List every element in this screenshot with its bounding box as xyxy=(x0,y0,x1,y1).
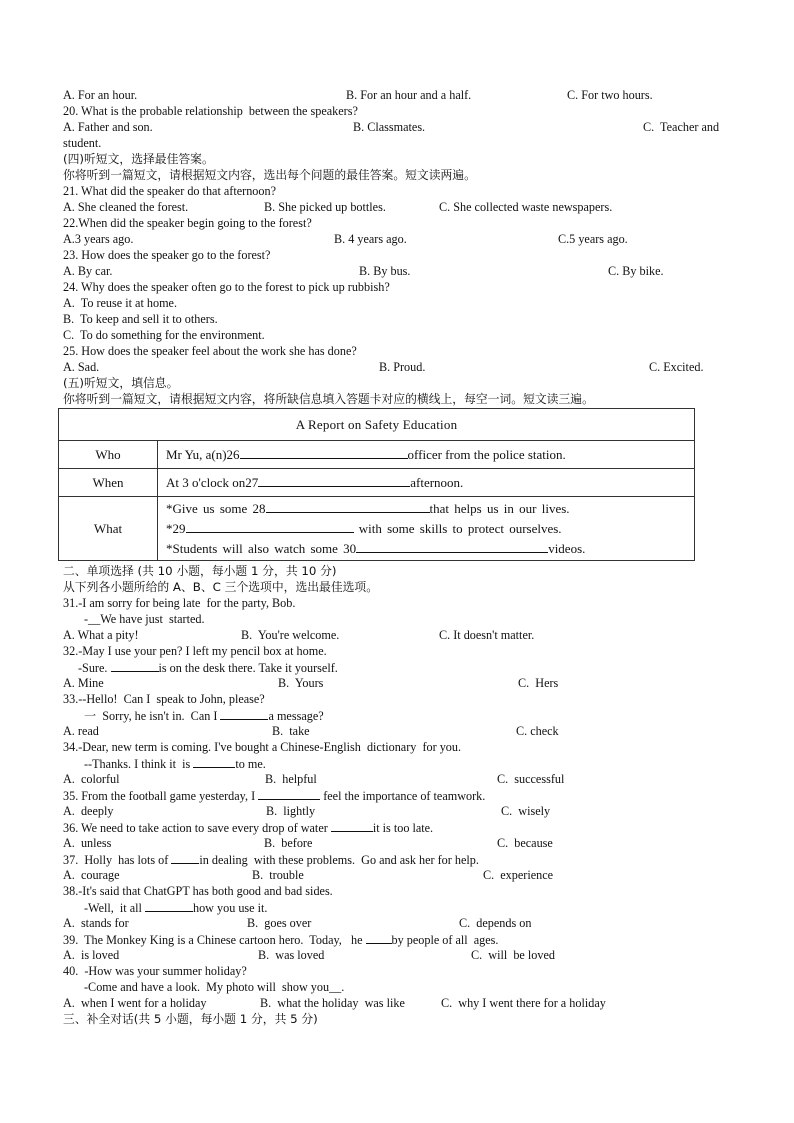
what-line-3: *Students will also watch some 30 videos. xyxy=(166,540,586,556)
section-5-title: (五)听短文，填信息。 xyxy=(63,376,179,390)
q38-option-a: A. stands for xyxy=(63,916,129,930)
q21-stem: 21. What did the speaker do that afternoon? xyxy=(63,184,276,198)
q32-option-c: C. Hers xyxy=(518,676,559,690)
q38-blank[interactable] xyxy=(145,900,193,912)
report-title: A Report on Safety Education xyxy=(59,409,695,441)
q39-option-b: B. was loved xyxy=(258,948,325,962)
q33-line-2: 一 Sorry, he isn't in. Can I a message? xyxy=(84,709,324,723)
q31-line-2: -__We have just started. xyxy=(84,612,205,626)
q35-option-a: A. deeply xyxy=(63,804,114,818)
q22-option-c: C.5 years ago. xyxy=(558,232,628,246)
q31-line-1: 31.-I am sorry for being late for the party, Bob. xyxy=(63,596,296,610)
q19-option-c: C. For two hours. xyxy=(567,88,653,102)
q31-option-a: A. What a pity! xyxy=(63,628,139,642)
q37-stem: 37. Holly has lots of in dealing with these problems. Go and ask her for help. xyxy=(63,853,479,867)
q20-stem: 20. What is the probable relationship between the speakers? xyxy=(63,104,358,118)
q34-line-2: --Thanks. I think it is to me. xyxy=(84,757,266,771)
q39-blank[interactable] xyxy=(366,932,392,944)
q36-option-b: B. before xyxy=(264,836,313,850)
who-suffix: officer from the police station. xyxy=(407,446,566,462)
q32-option-b: B. Yours xyxy=(278,676,324,690)
q38-line-1: 38.-It's said that ChatGPT has both good and bad sides. xyxy=(63,884,333,898)
q40-option-c: C. why I went there for a holiday xyxy=(441,996,606,1010)
q39-stem: 39. The Monkey King is a Chinese cartoon hero. Today, he by people of all ages. xyxy=(63,933,499,947)
who-prefix: Mr Yu, a(n)26 xyxy=(166,446,240,462)
when-prefix: At 3 o'clock on27 xyxy=(166,474,259,490)
q20-option-a: A. Father and son. xyxy=(63,120,153,134)
q33-option-b: B. take xyxy=(272,724,310,738)
q23-stem: 23. How does the speaker go to the forest? xyxy=(63,248,271,262)
q36-option-a: A. unless xyxy=(63,836,112,850)
part-2-title: 二、单项选择 (共 10 小题，每小题 1 分，共 10 分) xyxy=(63,564,337,578)
q32-blank[interactable] xyxy=(111,660,159,672)
q31-option-c: C. It doesn't matter. xyxy=(439,628,535,642)
blank-27[interactable] xyxy=(258,475,410,487)
q25-stem: 25. How does the speaker feel about the work she has done? xyxy=(63,344,357,358)
q23-option-a: A. By car. xyxy=(63,264,113,278)
q23-option-c: C. By bike. xyxy=(608,264,664,278)
q37-option-c: C. experience xyxy=(483,868,554,882)
section-4-title: (四)听短文，选择最佳答案。 xyxy=(63,152,214,166)
q34-line-1: 34.-Dear, new term is coming. I've bought a Chinese-English dictionary for you. xyxy=(63,740,462,754)
q37-blank[interactable] xyxy=(171,852,199,864)
q32-line-2: -Sure. is on the desk there. Take it yourself. xyxy=(78,661,338,675)
q40-option-b: B. what the holiday was like xyxy=(260,996,405,1010)
q37-option-b: B. trouble xyxy=(252,868,304,882)
q40-line-1: 40. -How was your summer holiday? xyxy=(63,964,247,978)
q34-option-c: C. successful xyxy=(497,772,565,786)
q39-option-a: A. is loved xyxy=(63,948,120,962)
q33-option-c: C. check xyxy=(516,724,559,738)
q39-option-c: C. will be loved xyxy=(471,948,555,962)
part-3-title: 三、补全对话(共 5 小题，每小题 1 分，共 5 分) xyxy=(63,1012,318,1026)
q33-option-a: A. read xyxy=(63,724,99,738)
blank-26[interactable] xyxy=(240,447,408,459)
q33-blank[interactable] xyxy=(220,708,268,720)
what-value xyxy=(158,497,695,561)
when-value xyxy=(158,469,695,497)
what-line-1: *Give us some 28 that helps us in our lives. xyxy=(166,500,570,516)
q34-option-a: A. colorful xyxy=(63,772,120,786)
q36-blank[interactable] xyxy=(331,820,373,832)
q21-option-a: A. She cleaned the forest. xyxy=(63,200,189,214)
blank-29[interactable] xyxy=(186,521,354,533)
q40-line-2: -Come and have a look. My photo will show you__. xyxy=(84,980,345,994)
q34-option-b: B. helpful xyxy=(265,772,317,786)
q38-line-2: -Well, it all how you use it. xyxy=(84,901,268,915)
what-label: What xyxy=(59,497,158,561)
q36-stem: 36. We need to take action to save every drop of water it is too late. xyxy=(63,821,434,835)
q24-stem: 24. Why does the speaker often go to the forest to pick up rubbish? xyxy=(63,280,390,294)
q40-option-a: A. when I went for a holiday xyxy=(63,996,207,1010)
q21-option-b: B. She picked up bottles. xyxy=(264,200,386,214)
when-suffix: afternoon. xyxy=(410,474,464,490)
q32-line-1: 32.-May I use your pen? I left my pencil box at home. xyxy=(63,644,327,658)
q34-blank[interactable] xyxy=(193,756,235,768)
q35-option-c: C. wisely xyxy=(501,804,551,818)
q19-option-a: A. For an hour. xyxy=(63,88,138,102)
q22-option-a: A.3 years ago. xyxy=(63,232,134,246)
q31-option-b: B. You're welcome. xyxy=(241,628,340,642)
q23-option-b: B. By bus. xyxy=(359,264,411,278)
q38-option-b: B. goes over xyxy=(247,916,312,930)
part-2-instructions: 从下列各小题所给的 A、B、C 三个选项中，选出最佳选项。 xyxy=(63,580,379,594)
q22-stem: 22.When did the speaker begin going to the forest? xyxy=(63,216,312,230)
who-label: Who xyxy=(59,441,158,469)
safety-report-table xyxy=(58,408,695,561)
q25-option-a: A. Sad. xyxy=(63,360,100,374)
q25-option-c: C. Excited. xyxy=(649,360,704,374)
who-value xyxy=(158,441,695,469)
q19-option-b: B. For an hour and a half. xyxy=(346,88,472,102)
section-5-instructions: 你将听到一篇短文，请根据短文内容，将所缺信息填入答题卡对应的横线上，每空一词。短文读三遍。 xyxy=(63,392,594,406)
blank-30[interactable] xyxy=(356,541,548,553)
q20-option-c: C. Teacher and xyxy=(643,120,720,134)
q24-option-b: B. To keep and sell it to others. xyxy=(63,312,218,326)
q35-blank[interactable] xyxy=(258,788,320,800)
q22-option-b: B. 4 years ago. xyxy=(334,232,407,246)
q38-option-c: C. depends on xyxy=(459,916,532,930)
q20-option-b: B. Classmates. xyxy=(353,120,426,134)
when-label: When xyxy=(59,469,158,497)
q24-option-c: C. To do something for the environment. xyxy=(63,328,265,342)
section-4-instructions: 你将听到一篇短文，请根据短文内容，选出每个问题的最佳答案。短文读两遍。 xyxy=(63,168,476,182)
blank-28[interactable] xyxy=(266,501,430,513)
q24-option-a: A. To reuse it at home. xyxy=(63,296,178,310)
what-line-2: *29 with some skills to protect ourselves. xyxy=(166,520,562,536)
q21-option-c: C. She collected waste newspapers. xyxy=(439,200,613,214)
q37-option-a: A. courage xyxy=(63,868,120,882)
q36-option-c: C. because xyxy=(497,836,553,850)
q25-option-b: B. Proud. xyxy=(379,360,426,374)
q33-line-1: 33.--Hello! Can I speak to John, please? xyxy=(63,692,265,706)
q35-stem: 35. From the football game yesterday, I feel the importance of teamwork. xyxy=(63,789,486,803)
q20-option-c-continued: student. xyxy=(63,136,102,150)
q32-option-a: A. Mine xyxy=(63,676,104,690)
q35-option-b: B. lightly xyxy=(266,804,316,818)
